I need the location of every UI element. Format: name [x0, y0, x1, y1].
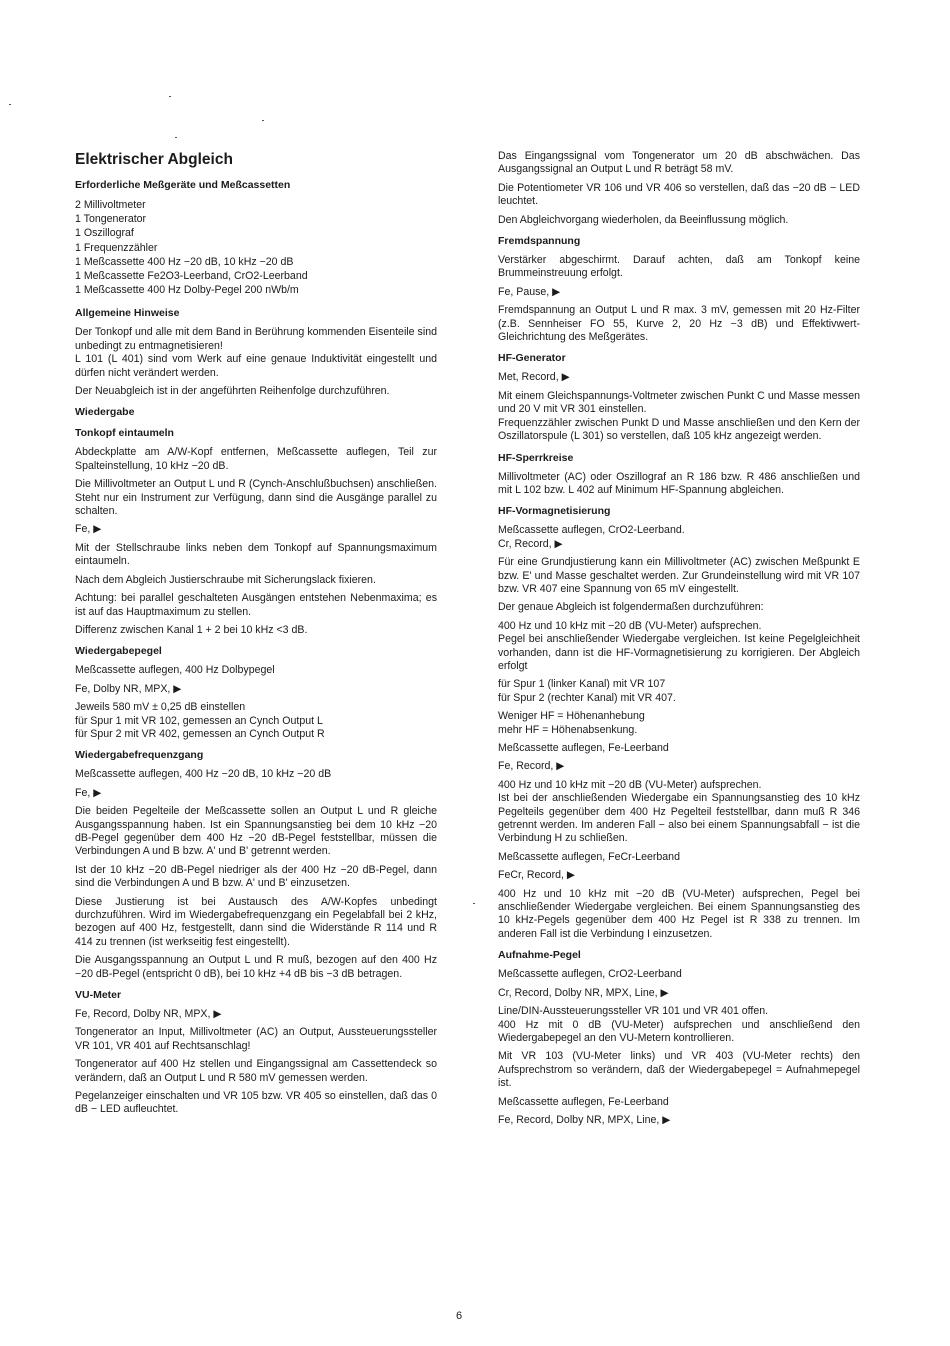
scan-speck: [175, 137, 177, 138]
paragraph: Meßcassette auflegen, 400 Hz Dolbypegel: [75, 664, 275, 677]
paragraph: Fe, ▶: [75, 786, 102, 799]
paragraph: Meßcassette auflegen, FeCr-Leerband: [498, 850, 680, 863]
section-heading: HF-Generator: [498, 352, 566, 365]
paragraph: Meßcassette auflegen, CrO2-Leerband. Cr, Record, ▶: [498, 524, 685, 550]
paragraph: Die beiden Pegelteile der Meßcassette sollen an Output L und R gleiche Ausgangsspannung haben. Ist ein Spannungsanstieg bei dem 10 kHz −20 dB-Pegel gegenüber dem 400 Hz −20 dB-Pegel feststellbar, müssen die Verbindungen A und B bzw. A' und B' getrennt werden.: [75, 805, 437, 858]
paragraph: Pegelanzeiger einschalten und VR 105 bzw. VR 405 so einstellen, daß das 0 dB − LED aufleuchtet.: [75, 1090, 437, 1116]
paragraph: 400 Hz und 10 kHz mit −20 dB (VU-Meter) aufsprechen, Pegel bei anschließender Wiedergabe vergleichen. Bei einem Spannungsanstieg des 10 kHz-Pegels gegenüber dem 400 Hz Pegel ist R 338 zu trennen. Im anderen Fall ist die Verbindung I einzusetzen.: [498, 887, 860, 940]
paragraph: Ist der 10 kHz −20 dB-Pegel niedriger als der 400 Hz −20 dB-Pegel, dann sind die Verbindungen A und B bzw. A' und B' einzusetzen.: [75, 863, 437, 890]
paragraph: Fe, Record, Dolby NR, MPX, ▶: [75, 1008, 222, 1021]
paragraph: Den Abgleichvorgang wiederholen, da Beeinflussung möglich.: [498, 213, 789, 226]
equipment-list: 2 Millivoltmeter 1 Tongenerator 1 Oszillograf 1 Frequenzzähler 1 Meßcassette 400 Hz −20 dB, 10 kHz −20 dB 1 Meßcassette Fe2O3-Leerband, CrO2-Leerband 1 Meßcassette 400 Hz Dolby-Pegel 200 nWb/m: [75, 199, 308, 297]
paragraph: Fe, Pause, ▶: [498, 285, 561, 298]
paragraph: Verstärker abgeschirmt. Darauf achten, daß am Tonkopf keine Brummeinstreuung erfolgt.: [498, 254, 860, 280]
paragraph: Weniger HF = Höhenanhebung mehr HF = Höhenabsenkung.: [498, 710, 645, 736]
paragraph: Line/DIN-Aussteuerungssteller VR 101 und VR 401 offen. 400 Hz mit 0 dB (VU-Meter) aufsprechen und anschließend den Wiedergabepegel an den VU-Metern kontrollieren.: [498, 1005, 860, 1044]
paragraph: Nach dem Abgleich Justierschraube mit Sicherungslack fixieren.: [75, 573, 376, 586]
paragraph: Tongenerator auf 400 Hz stellen und Eingangssignal am Cassettendeck so verändern, daß an Output L und R 580 mV gemessen werden.: [75, 1058, 437, 1084]
section-heading: Erforderliche Meßgeräte und Meßcassetten: [75, 179, 291, 191]
right-column: [498, 150, 860, 1132]
paragraph: Cr, Record, Dolby NR, MPX, Line, ▶: [498, 986, 669, 999]
paragraph: Mit der Stellschraube links neben dem Tonkopf auf Spannungsmaximum eintaumeln.: [75, 541, 437, 568]
section-heading: HF-Sperrkreise: [498, 451, 574, 464]
paragraph: Der Neuabgleich ist in der angeführten Reihenfolge durchzuführen.: [75, 385, 390, 398]
section-heading: Tonkopf eintaumeln: [75, 427, 174, 440]
paragraph: Fe, Dolby NR, MPX, ▶: [75, 682, 182, 695]
paragraph: Abdeckplatte am A/W-Kopf entfernen, Meßcassette auflegen, Teil zur Spalteinstellung, 10 kHz −20 dB.: [75, 446, 437, 472]
paragraph: Für eine Grundjustierung kann ein Millivoltmeter (AC) zwischen Meßpunkt E bzw. E' und Masse geschaltet werden. Zur Grundeinstellung wird mit VR 107 bzw. VR 407 eine Spannung von 65 mV eingestellt.: [498, 556, 860, 595]
paragraph: Achtung: bei parallel geschalteten Ausgängen entstehen Nebenmaxima; es ist auf das Hauptmaximum zu stellen.: [75, 592, 437, 618]
scan-speck: [473, 903, 475, 904]
paragraph: Der Tonkopf und alle mit dem Band in Berührung kommenden Eisenteile sind unbedingt zu entmagnetisieren! L 101 (L 401) sind vom Werk auf eine genaue Induktivität eingestellt und dürfen nicht verändert werden.: [75, 326, 437, 379]
section-heading: Allgemeine Hinweise: [75, 307, 180, 320]
page-title: Elektrischer Abgleich: [75, 151, 233, 168]
paragraph: Das Eingangssignal vom Tongenerator um 20 dB abschwächen. Das Ausgangssignal an Output L und R beträgt 58 mV.: [498, 150, 860, 176]
paragraph: Jeweils 580 mV ± 0,25 dB einstellen für Spur 1 mit VR 102, gemessen an Cynch Output L für Spur 2 mit VR 402, gemessen an Cynch Output R: [75, 701, 325, 740]
paragraph: Fe, ▶: [75, 523, 102, 536]
paragraph: Tongenerator an Input, Millivoltmeter (AC) an Output, Aussteuerungssteller VR 101, VR 401 auf Rechtsanschlag!: [75, 1026, 437, 1052]
paragraph: für Spur 1 (linker Kanal) mit VR 107 für Spur 2 (rechter Kanal) mit VR 407.: [498, 678, 676, 704]
section-heading: HF-Vormagnetisierung: [498, 505, 611, 518]
paragraph: Die Potentiometer VR 106 und VR 406 so verstellen, daß das −20 dB − LED leuchtet.: [498, 181, 860, 208]
paragraph: Fe, Record, Dolby NR, MPX, Line, ▶: [498, 1113, 671, 1126]
paragraph: Der genaue Abgleich ist folgendermaßen durchzuführen:: [498, 601, 764, 614]
section-heading: VU-Meter: [75, 989, 122, 1002]
section-heading: Aufnahme-Pegel: [498, 949, 581, 962]
scan-speck: [262, 120, 264, 121]
paragraph: Mit VR 103 (VU-Meter links) und VR 403 (VU-Meter rechts) den Aufsprechstrom so verändern, daß der Wiedergabepegel = Aufnahmepegel ist.: [498, 1050, 860, 1090]
section-heading: Wiedergabe: [75, 406, 135, 419]
paragraph: Differenz zwischen Kanal 1 + 2 bei 10 kHz <3 dB.: [75, 623, 308, 636]
left-column: [75, 150, 437, 1122]
paragraph: Met, Record, ▶: [498, 371, 570, 384]
paragraph: FeCr, Record, ▶: [498, 869, 576, 882]
paragraph: Fe, Record, ▶: [498, 760, 565, 773]
paragraph: Diese Justierung ist bei Austausch des A/W-Kopfes unbedingt durchzuführen. Wird im Wiedergabefrequenzgang ein Pegelabfall bei 2 kHz, bezogen auf 400 Hz, festgestellt, dann sind die Widerstände R 114 und R 414 zu trennen (ist werkseitig fest eingestellt).: [75, 895, 437, 948]
paragraph: 400 Hz und 10 kHz mit −20 dB (VU-Meter) aufsprechen. Ist bei der anschließenden Wiedergabe ein Spannungsanstieg des 10 kHz Pegelteils gegenüber dem 400 Hz Pegelteil feststellbar, dann muß R 346 getrennt werden. Im anderen Fall − also bei einem Spannungsabfall − ist die Verbindung H zu schließen.: [498, 778, 860, 845]
section-heading: Wiedergabepegel: [75, 645, 162, 658]
paragraph: Die Ausgangsspannung an Output L und R muß, bezogen auf den 400 Hz −20 dB-Pegel (entspricht 0 dB), bei 10 kHz +4 dB bis −3 dB betragen.: [75, 954, 437, 980]
paragraph: Mit einem Gleichspannungs-Voltmeter zwischen Punkt C und Masse messen und 20 V mit VR 301 einstellen. Frequenzzähler zwischen Punkt D und Masse anschließen und den Kern der Oszillatorspule (L 301) so verstellen, daß 105 kHz angezeigt werden.: [498, 389, 860, 443]
paragraph: Die Millivoltmeter an Output L und R (Cynch-Anschlußbuchsen) anschließen. Steht nur ein Instrument zur Verfügung, dann sind die Ausgänge parallel zu schalten.: [75, 478, 437, 518]
scan-speck: [169, 96, 171, 97]
section-heading: Wiedergabefrequenzgang: [75, 749, 204, 762]
paragraph: 400 Hz und 10 kHz mit −20 dB (VU-Meter) aufsprechen. Pegel bei anschließender Wiedergabe vergleichen. Ist keine Pegelgleichheit vorhanden, dann ist die HF-Vormagnetisierung zu korrigieren. Der Abgleich erfolgt: [498, 619, 860, 672]
paragraph: Meßcassette auflegen, CrO2-Leerband: [498, 968, 682, 981]
paragraph: Fremdspannung an Output L und R max. 3 mV, gemessen mit 20 Hz-Filter (z.B. Sennheiser FO 55, Kurve 2, 20 Hz −3 dB) und Effektivwert-Gleichrichtung des Meßgerätes.: [498, 304, 860, 344]
paragraph: Meßcassette auflegen, Fe-Leerband: [498, 742, 669, 754]
section-heading: Fremdspannung: [498, 235, 581, 248]
paragraph: Meßcassette auflegen, Fe-Leerband: [498, 1095, 669, 1108]
paragraph: Meßcassette auflegen, 400 Hz −20 dB, 10 kHz −20 dB: [75, 768, 332, 781]
paragraph: Millivoltmeter (AC) oder Oszillograf an R 186 bzw. R 486 anschließen und mit L 102 bzw. L 402 auf Minimum HF-Spannung abgleichen.: [498, 470, 860, 496]
page-number: 6: [456, 1310, 463, 1322]
scan-speck: [9, 104, 11, 105]
